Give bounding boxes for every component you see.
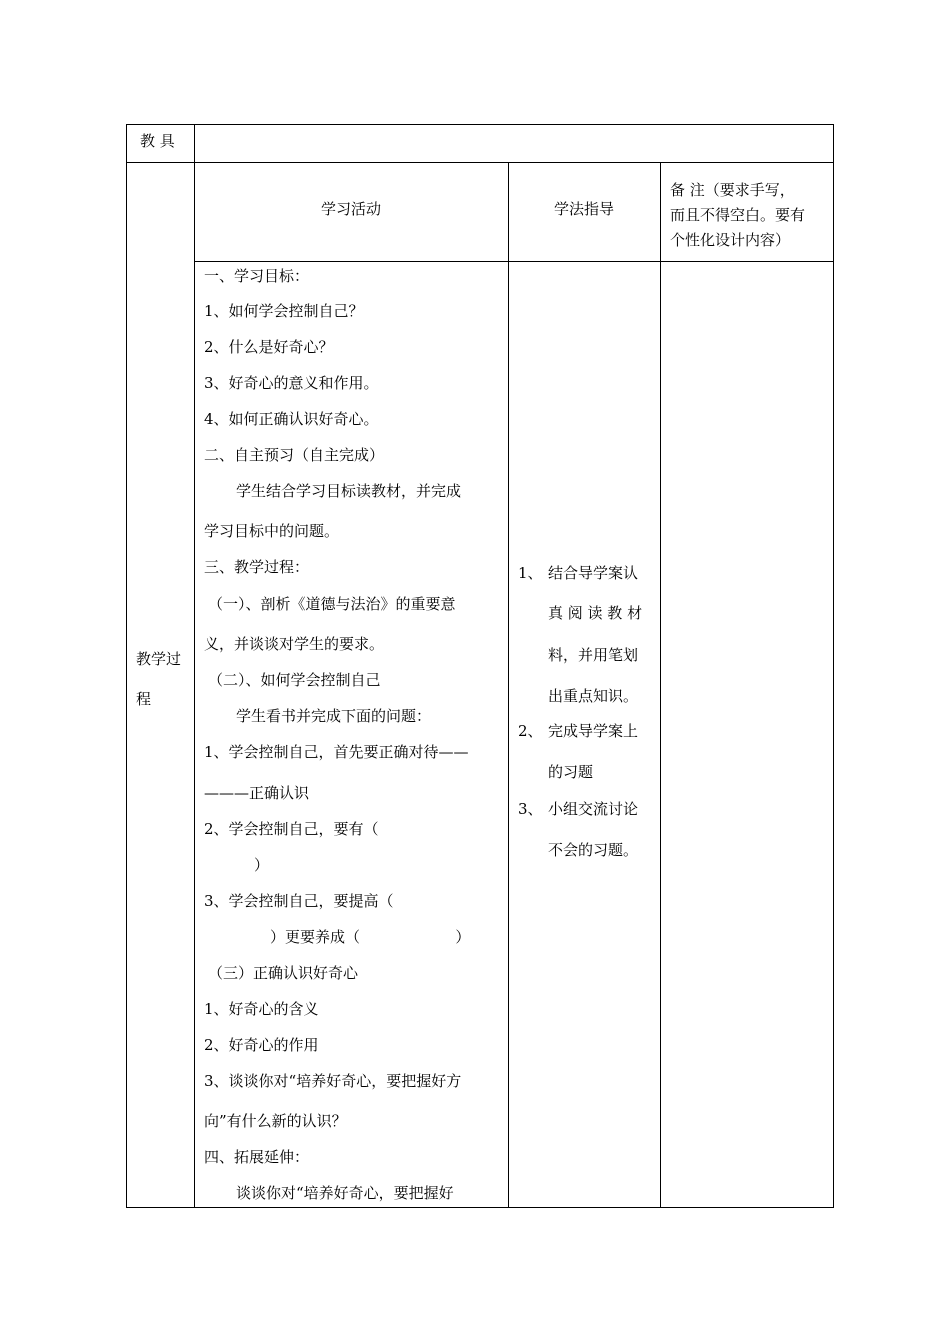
table-border-top [126,124,834,125]
activity-line: 义，并谈谈对学生的要求。 [204,635,385,653]
guide-line-text: 真 阅 读 教 材 [548,604,643,622]
guide-line [548,603,648,623]
activity-line: 一、学习目标： [204,267,310,285]
activity-line: 3、学会控制自己，要提高（ [204,892,394,910]
activity-line: 1、学会控制自己，首先要正确对待—— [204,743,469,761]
activity-line: 谈谈你对“培养好奇心，要把握好 [236,1184,454,1202]
guide-num: 3、 [518,800,543,818]
activity-line: 学生结合学习目标读教材，并完成 [236,482,462,500]
guide-line: 的习题 [548,763,594,781]
activity-line: 学习目标中的问题。 [204,522,340,540]
guide-header: 学法指导 [553,200,614,218]
activity-line: （二）、如何学会控制自己 [208,671,381,689]
activity-line: 1、如何学会控制自己？ [204,302,364,320]
guide-num: 1、 [518,564,543,582]
table-col-divider-label [194,124,195,1208]
guide-line: 结合导学案认 [548,564,639,582]
guide-line: 出重点知识。 [548,687,639,705]
activity-line: （一）、剖析《道德与法治》的重要意 [208,595,456,613]
guide-line: 不会的习题。 [548,841,639,859]
process-label-line: 教学过 [136,650,182,668]
activity-header: 学习活动 [320,200,381,218]
activity-line: 2、什么是好奇心？ [204,338,334,356]
activity-line: 3、谈谈你对“培养好奇心，要把握好方 [204,1072,462,1090]
activity-line: 二、自主预习（自主完成） [204,446,385,464]
activity-line: ）更要养成（ ） [270,928,471,946]
activity-line: 3、好奇心的意义和作用。 [204,374,379,392]
tools-label: 教 具 [140,132,175,150]
table-row-divider [126,162,834,163]
table-header-divider [194,261,834,262]
guide-line: 料，并用笔划 [548,646,639,664]
note-header [670,178,830,253]
activity-line: 2、学会控制自己，要有（ [204,820,379,838]
process-label-line: 程 [136,690,152,708]
activity-line: 2、好奇心的作用 [204,1036,319,1054]
table-col-divider-guide [660,162,661,1208]
activity-line: ） [254,856,270,874]
activity-line: ———正确认识 [204,784,310,802]
note-header-line: 而且不得空白。要有 [670,206,806,224]
activity-line: 4、如何正确认识好奇心。 [204,410,379,428]
note-header-line: 备 注（要求手写， [670,181,795,199]
table-col-divider-activity [508,162,509,1208]
activity-line: （三）正确认识好奇心 [208,964,359,982]
activity-line: 四、拓展延伸： [204,1148,310,1166]
table-border-left [126,124,127,1208]
activity-line: 学生看书并完成下面的问题： [236,707,432,725]
table-border-bottom [126,1207,834,1208]
activity-line: 向”有什么新的认识？ [204,1112,347,1130]
guide-line: 完成导学案上 [548,722,639,740]
activity-line: 三、教学过程： [204,558,310,576]
activity-line: 1、好奇心的含义 [204,1000,319,1018]
guide-line: 小组交流讨论 [548,800,639,818]
table-border-right [833,124,834,1208]
note-header-line: 个性化设计内容） [670,231,791,249]
guide-num: 2、 [518,722,543,740]
